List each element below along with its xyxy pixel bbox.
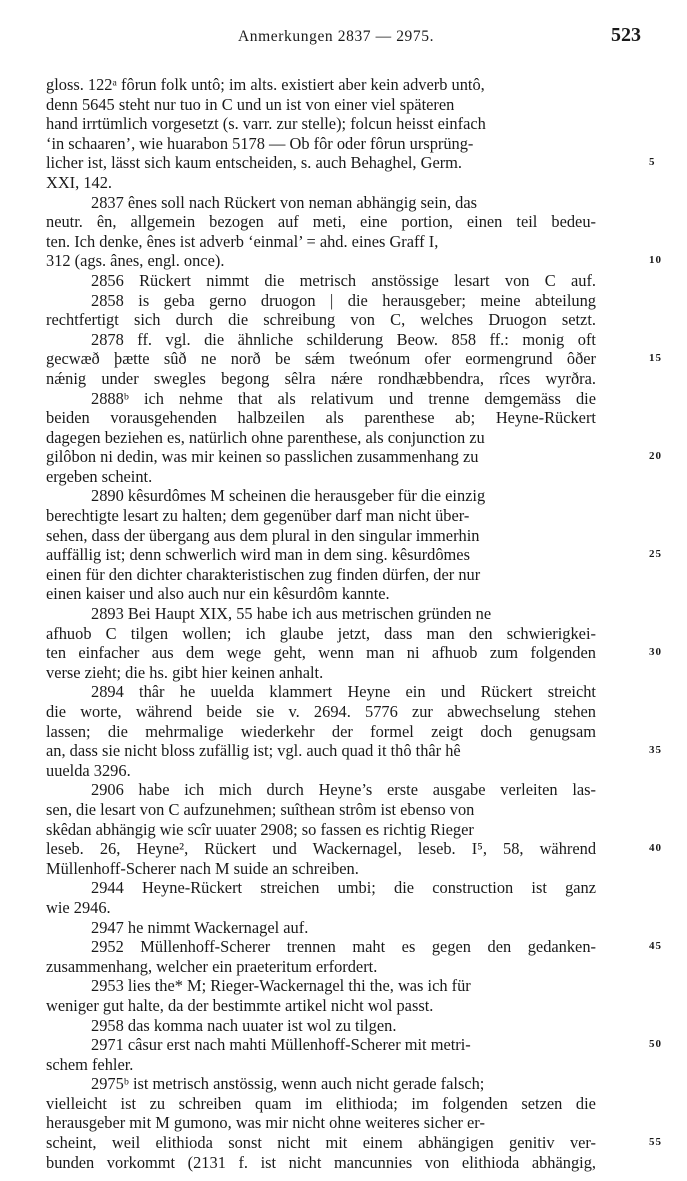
line-text: an, dass sie nicht bloss zufällig ist; vgl. auch quad it thô thâr hê [46,741,461,761]
line-number-marker: 20 [649,450,662,463]
text-line [46,369,638,389]
line-number-marker: 15 [649,352,662,365]
text-line [46,565,638,585]
line-text: afhuob C tilgen wollen; ich glaube jetzt, dass man den schwierigkei- [46,623,596,643]
line-text: dagegen beziehen es, natürlich ohne parenthese, als conjunction zu [46,427,485,447]
text-line [46,153,656,173]
line-text: gloss. 122ᵃ fôrun folk untô; im alts. existiert aber kein adverb untô, [46,75,485,94]
line-text: rechtfertigt sich durch die schreibung von C, welches Druogon setzt. [46,310,596,330]
text-line [46,1074,638,1094]
line-text: verse zieht; die hs. gibt hier keinen anhalt. [46,662,324,682]
line-text: ten einfacher aus dem wege geht, wenn man ni afhuob zum folgenden [46,643,596,663]
text-line [46,486,638,506]
text-line [46,251,662,271]
text-line [46,800,638,820]
text-line [46,859,638,879]
text-line [46,780,638,800]
line-text: nǽnig under swegles begong sêlra nǽre rondhæbbendra, rîces wyrðra. [46,368,596,388]
text-line [46,467,638,487]
text-line [46,193,638,213]
line-text: 2893 Bei Haupt XIX, 55 habe ich aus metrischen gründen ne [91,604,492,624]
line-text: scheint, weil elithioda sonst nicht mit einem abhängigen genitiv ver- [46,1133,597,1153]
text-line [46,976,638,996]
line-text: leseb. 26, Heyne², Rückert und Wackernagel, leseb. I⁵, 58, während [46,839,597,859]
text-line [46,702,638,722]
text-line [46,937,662,957]
line-text: beiden vorausgehenden halbzeilen als parenthese ab; Heyne-Rückert [46,408,596,428]
line-text: skêdan abhängig wie scîr uuater 2908; so fassen es richtig Rieger [46,819,474,839]
text-line [46,212,638,232]
line-text: denn 5645 steht nur tuo in C und un ist von einer viel späteren [46,94,455,114]
text-line [46,741,662,761]
text-line [46,722,638,742]
line-text: bunden vorkommt (2131 f. ist nicht mancunnies von elithioda abhängig, [46,1152,597,1172]
line-number-marker: 55 [649,1136,662,1149]
line-text: 2906 habe ich mich durch Heyne’s erste ausgabe verleiten las- [91,780,597,800]
text-line [46,310,638,330]
line-text: 2856 Rückert nimmt die metrisch anstössige lesart von C auf. [91,270,597,290]
text-line [46,1094,638,1114]
line-text: sehen, dass der übergang aus dem plural in den singular immerhin [46,525,480,545]
line-text: herausgeber mit M gumono, was mir nicht ohne weiteres sicher er- [46,1113,485,1133]
line-text: 2953 lies the* M; Rieger-Wackernagel thi the, was ich für [91,976,471,996]
line-text: 2837 ênes soll nach Rückert von neman abhängig sein, das [91,192,477,212]
line-number-marker: 50 [649,1038,662,1051]
line-text: ‘in schaaren’, wie huarabon 5178 — Ob fôr oder fôrun ursprüng- [46,133,474,153]
text-line [46,682,638,702]
text-line [46,1016,638,1036]
text-line [46,428,638,448]
line-text: wie 2946. [46,897,111,917]
line-text: lassen; die mehrmalige wiederkehr der formel zeigt doch genugsam [46,721,596,741]
line-text: gecwæð þætte sûð ne norð be sǽm tweónum ofer eormengrund ôðer [46,349,597,369]
line-text: berechtigte lesart zu halten; dem gegenüber darf man nicht über- [46,506,470,526]
text-line [46,996,638,1016]
text-line [46,1153,638,1173]
text-line [46,95,638,115]
text-line [46,584,638,604]
text-line [46,545,662,565]
text-line [46,271,638,291]
text-line [46,604,638,624]
line-text: 2878 ff. vgl. die ähnliche schilderung Beow. 858 ff.: monig oft [91,329,596,349]
text-line [46,114,638,134]
line-text: Müllenhoff-Scherer nach M suide an schreiben. [46,858,359,878]
text-line [46,761,638,781]
line-text: ergeben scheint. [46,466,153,486]
text-line [46,918,638,938]
line-text: schem fehler. [46,1054,134,1074]
line-number-marker: 25 [649,548,662,561]
text-line [46,173,638,193]
text-line [46,643,662,663]
line-number-marker: 35 [649,744,662,757]
line-text: hand irrtümlich vorgesetzt (s. varr. zur stelle); folcun heisst einfach [46,114,486,134]
text-line [46,232,638,252]
text-line [46,506,638,526]
line-text: einen kaiser und also auch nur ein kêsurdôm kannte. [46,584,390,604]
text-line [46,878,638,898]
line-text: 2971 câsur erst nach mahti Müllenhoff-Scherer mit metri- [91,1035,471,1055]
text-line [46,1113,638,1133]
running-head: Anmerkungen 2837 — 2975. [238,28,435,45]
line-number-marker: 10 [649,254,662,267]
line-text: uuelda 3296. [46,760,131,780]
line-number-marker: 40 [649,842,662,855]
text-line [46,408,638,428]
line-text: einen für den dichter charakteristischen zug finden dürfen, der nur [46,564,481,584]
line-text: auffällig ist; denn schwerlich wird man in dem sing. kêsurdômes [46,545,470,565]
line-number-marker: 30 [649,646,662,659]
text-line [46,839,662,859]
line-text: 2952 Müllenhoff-Scherer trennen maht es gegen den gedanken- [91,937,596,957]
line-text: 2947 he nimmt Wackernagel auf. [91,917,309,937]
text-line [46,898,638,918]
line-text: weniger gut halte, da der bestimmte artikel nicht wol passt. [46,995,434,1015]
page-number: 523 [611,24,641,46]
line-number-marker: 45 [649,940,662,953]
text-line [46,957,638,977]
line-text: gilôbon ni dedin, was mir keinen so passlichen zusammenhang zu [46,447,479,467]
text-line [46,349,662,369]
line-text: 2894 thâr he uuelda klammert Heyne ein und Rückert streicht [91,682,596,702]
text-line [46,75,638,95]
text-line [46,624,638,644]
line-text: die worte, während beide sie v. 2694. 5776 zur abwechselung stehen [46,702,596,721]
text-line [46,389,638,409]
line-text: 2975ᵇ ist metrisch anstössig, wenn auch nicht gerade falsch; [91,1074,485,1094]
line-text: 312 (ags. ânes, engl. once). [46,251,225,271]
line-text: sen, die lesart von C aufzunehmen; suîthean strôm ist ebenso von [46,799,475,819]
line-text: zusammenhang, welcher ein praeteritum erfordert. [46,956,378,976]
text-line [46,1133,662,1153]
line-text: ten. Ich denke, ênes ist adverb ‘einmal’ = ahd. eines Graff I, [46,231,439,251]
line-text: 2958 das komma nach uuater ist wol zu tilgen. [91,1015,397,1035]
line-text: 2944 Heyne-Rückert streichen umbi; die construction ist ganz [91,878,597,898]
text-line [46,291,638,311]
line-number-marker: 5 [649,156,656,169]
line-text: 2890 kêsurdômes M scheinen die herausgeber für die einzig [91,486,486,506]
text-line [46,447,662,467]
text-line [46,1035,662,1055]
annotation-text-block [46,75,662,1172]
line-text: XXI, 142. [46,172,113,192]
line-text: 2888ᵇ ich nehme that als relativum und trenne demgemäss die [91,388,596,408]
text-line [46,134,638,154]
line-text: 2858 is geba gerno druogon | die herausgeber; meine abteilung [91,290,596,310]
text-line [46,1055,638,1075]
line-text: neutr. ên, allgemein bezogen auf meti, eine portion, einen teil bedeu- [46,212,596,232]
text-line [46,820,638,840]
text-line [46,330,638,350]
text-line [46,663,638,683]
page-header [0,24,687,54]
line-text: vielleicht ist zu schreiben quam im elithioda; im folgenden setzen die [46,1093,596,1113]
line-text: licher ist, lässt sich kaum entscheiden, s. auch Behaghel, Germ. [46,153,463,173]
text-line [46,526,638,546]
